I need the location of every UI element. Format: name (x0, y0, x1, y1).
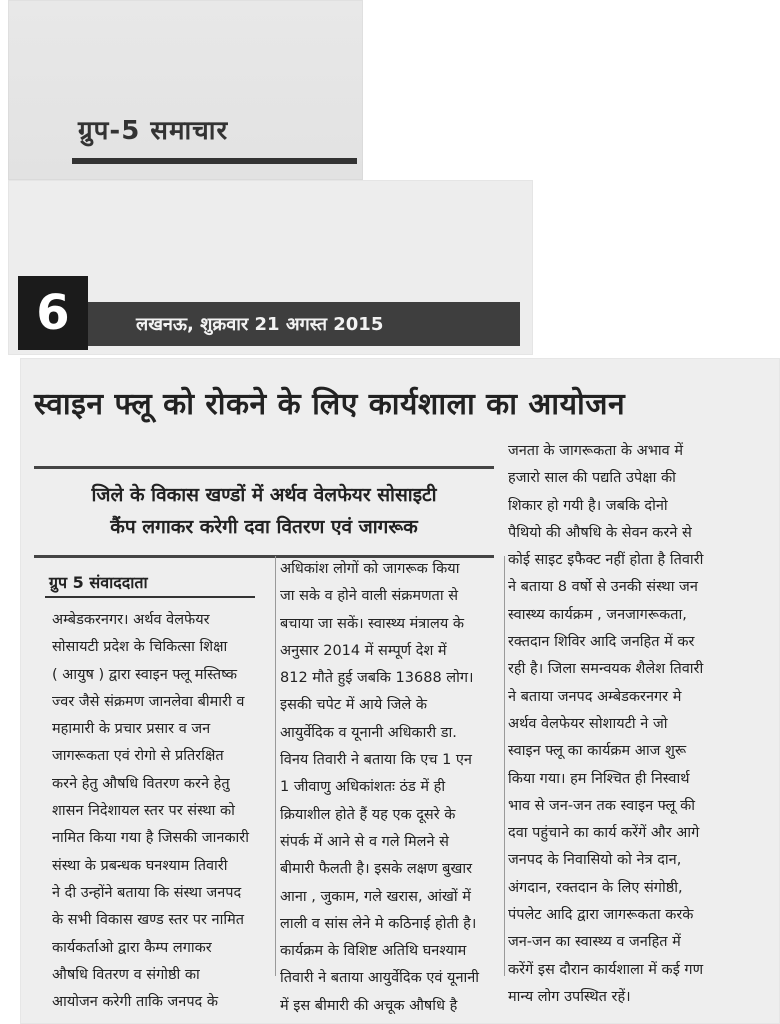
article-column-2 (280, 556, 502, 1014)
column-line: लाली व सांस लेने मे कठिनाई होती है। (280, 915, 477, 932)
column-line: अम्बेडकरनगर। अर्थव वेलफेयर (52, 612, 210, 628)
column-line: ने बताया जनपद अम्बेडकरनगर मे (508, 688, 682, 705)
column-line: आयोजन करेगी ताकि जनपद के (52, 994, 219, 1011)
article-column-3 (508, 438, 768, 1005)
column-line: क्रियाशील होते हैं यह एक दूसरे के (280, 806, 456, 823)
column-line: कार्यकर्ताओ द्वारा कैम्प लगाकर (52, 939, 212, 956)
column-line: मान्य लोग उपस्थित रहें। (508, 988, 631, 1005)
column-line: जन-जन का स्वास्थ्य व जनहित में (508, 934, 681, 951)
column-line: स्वाइन फ्लू का कार्यक्रम आज शुरू (508, 743, 687, 760)
column-line: शासन निदेशायल स्तर पर संस्था को (52, 803, 235, 820)
masthead-title: ग्रुप-5 समाचार (78, 116, 229, 146)
column-line: अधिकांश लोगों को जागरूक किया (280, 561, 460, 577)
column-line: जा सके व होने वाली संक्रमणता से (280, 588, 458, 605)
masthead (78, 105, 358, 153)
column-line: ( आयुष ) द्वारा स्वाइन फ्लू मस्तिष्क (52, 666, 238, 683)
column-line: पंपलेट आदि द्वारा जागरूकता करके (508, 907, 694, 924)
column-line: हजारो साल की पद्यति उपेक्षा की (508, 470, 676, 487)
column-line: अनुसार 2014 में सम्पूर्ण देश में (280, 642, 447, 659)
column-line: अर्थव वेलफेयर सोशायटी ने जो (508, 715, 668, 732)
column-line: अंगदान, रक्तदान के लिए संगोष्ठी, (508, 879, 683, 896)
column-line: तिवारी ने बताया आयुर्वेदिक एवं यूनानी (280, 970, 480, 987)
column-line: में इस बीमारी की अचूक औषधि है (280, 997, 458, 1014)
column-line: कोई साइट इफैक्ट नहीं होता है तिवारी (508, 552, 704, 569)
column-line: 1 जीवाणु अधिकांशतः ठंड में ही (280, 779, 446, 796)
column-line: के सभी विकास खण्ड स्तर पर नामित (52, 912, 245, 929)
byline: ग्रुप 5 संवाददाता (45, 570, 255, 598)
column-line: सोसायटी प्रदेश के चिकित्सा शिक्षा (52, 639, 228, 656)
dateline-bar (88, 302, 520, 346)
column-line: ज्वर जैसे संक्रमण जानलेवा बीमारी व (52, 693, 245, 710)
column-line: बीमारी फैलती है। इसके लक्षण बुखार (280, 861, 473, 878)
masthead-rule (72, 158, 357, 164)
column-line: करेंगें इस दौरान कार्यशाला में कई गण (508, 961, 704, 978)
article-column-1 (52, 607, 272, 1011)
column-divider (504, 556, 505, 976)
column-line: संपर्क में आने से व गले मिलने से (280, 833, 449, 850)
column-line: रही है। जिला समन्वयक शैलेश तिवारी (508, 661, 704, 678)
column-line: रक्तदान शिविर आदि जनहित में कर (508, 634, 695, 651)
column-line: स्वास्थ्य कार्यक्रम , जनजागरूकता, (508, 606, 687, 623)
column-line: शिकार हो गयी है। जबकि दोनो (508, 497, 668, 514)
column-line: 812 मौते हुई जबकि 13688 लोग। (280, 670, 474, 687)
article-headline: स्वाइन फ्लू को रोकने के लिए कार्यशाला का आयोजन (34, 387, 626, 422)
column-line: कार्यक्रम के विशिष्ट अतिथि घनश्याम (280, 943, 467, 960)
column-line: ने दी उन्होंने बताया कि संस्था जनपद (52, 884, 242, 901)
subhead-line: कैंप लगाकर करेगी दवा वितरण एवं जागरूक (110, 516, 418, 538)
column-line: किया गया। हम निश्चित ही निस्वार्थ (508, 770, 690, 787)
column-line: संस्था के प्रबन्धक घनश्याम तिवारी (52, 857, 228, 874)
column-divider (275, 556, 276, 976)
column-line: महामारी के प्रचार प्रसार व जन (52, 721, 211, 738)
column-line: इसकी चपेट में आये जिले के (280, 697, 427, 714)
dateline-text: लखनऊ, शुक्रवार 21 अगस्त 2015 (136, 314, 384, 335)
column-line: जनता के जागरूकता के अभाव में (508, 443, 684, 459)
column-line: आना , जुकाम, गले खरास, आंखों में (280, 888, 471, 905)
column-line: बचाया जा सकें। स्वास्थ्य मंत्रालय के (280, 615, 465, 632)
column-line: जनपद के निवासियो को नेत्र दान, (508, 852, 682, 869)
column-line: ने बताया 8 वर्षो से उनकी संस्था जन (508, 579, 698, 596)
masthead-clipping (8, 0, 363, 180)
column-line: आयुर्वेदिक व यूनानी अधिकारी डा. (280, 724, 457, 741)
article-subhead (34, 466, 494, 558)
column-line: विनय तिवारी ने बताया कि एच 1 एन (280, 752, 472, 769)
subhead-line: जिले के विकास खण्डों में अर्थव वेलफेयर सोसाइटी (91, 484, 437, 506)
column-line: दवा पहुंचाने का कार्य करेंगें और आगे (508, 825, 700, 842)
column-line: करने हेतु औषधि वितरण करने हेतु (52, 775, 230, 792)
column-line: औषधि वितरण व संगोष्ठी का (52, 966, 200, 983)
column-line: नामित किया गया है जिसकी जानकारी (52, 830, 249, 847)
column-line: भाव से जन-जन तक स्वाइन फ्लू की (508, 797, 696, 814)
column-line: पैथियो की औषधि के सेवन करने से (508, 524, 692, 541)
page-number: 6 (18, 276, 88, 350)
column-line: जागरूकता एवं रोगो से प्रतिरक्षित (52, 748, 224, 765)
